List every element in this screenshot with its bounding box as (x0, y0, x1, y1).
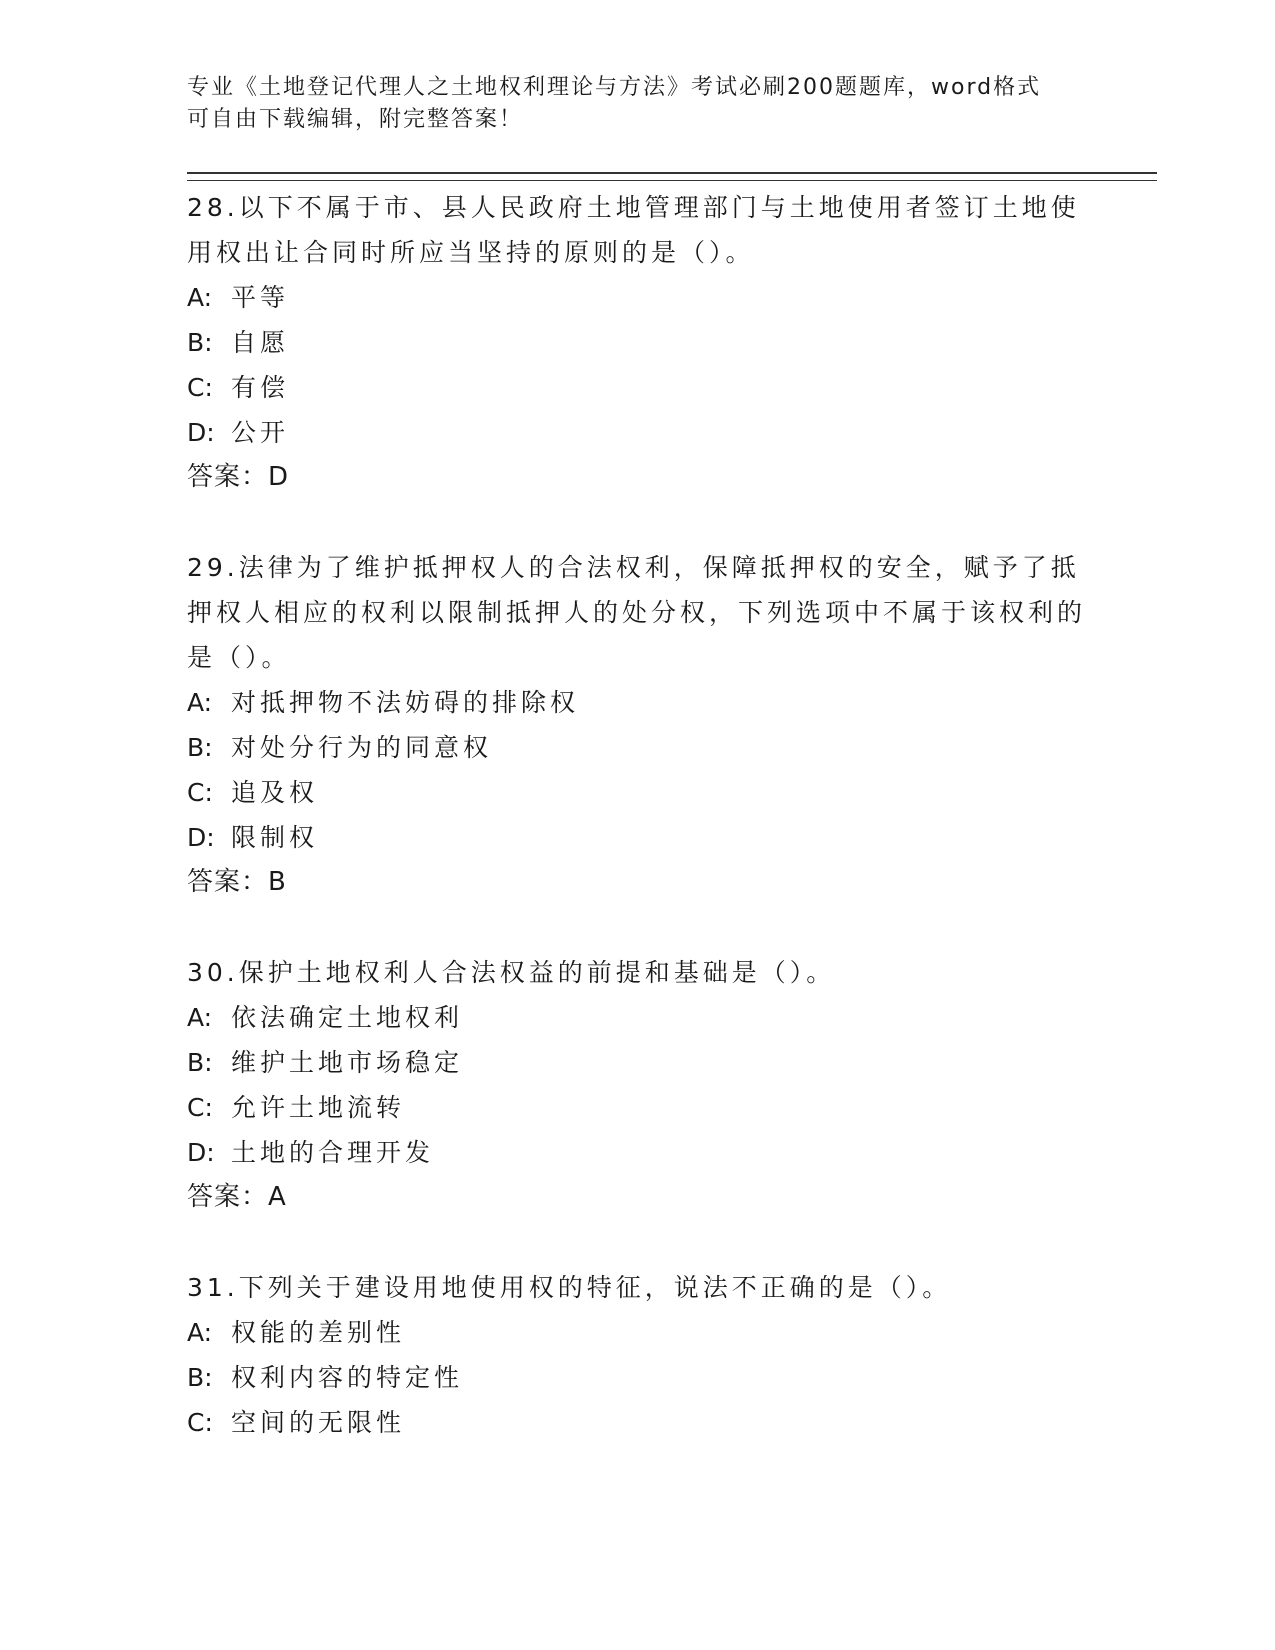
option-letter: B: (187, 1363, 213, 1392)
document-header (187, 72, 1127, 136)
option-text: 土地的合理开发 (231, 1138, 435, 1167)
option-letter: A: (187, 688, 213, 717)
question-stem: 31.下列关于建设用地使用权的特征，说法不正确的是（）。 (187, 1273, 952, 1302)
option-letter: C: (187, 778, 213, 807)
option-letter: B: (187, 1048, 213, 1077)
question-stem: 30.保护土地权利人合法权益的前提和基础是（）。 (187, 958, 836, 987)
option-letter: D: (187, 418, 215, 447)
question-28 (187, 185, 1127, 500)
option-letter: C: (187, 1408, 213, 1437)
option-letter: C: (187, 373, 213, 402)
document-page (187, 72, 1127, 1490)
option-text: 自愿 (231, 328, 290, 357)
option-text: 权能的差别性 (231, 1318, 406, 1347)
question-stem: 28.以下不属于市、县人民政府土地管理部门与土地使用者签订土地使用权出让合同时所应当坚持的原则的是（）。 (187, 193, 1080, 267)
option-b (187, 1355, 1127, 1400)
option-a (187, 275, 1127, 320)
option-c (187, 1085, 1127, 1130)
option-text: 追及权 (231, 778, 319, 807)
question-stem: 29.法律为了维护抵押权人的合法权利，保障抵押权的安全，赋予了抵押权人相应的权利以限制抵押人的处分权，下列选项中不属于该权利的是（）。 (187, 553, 1087, 672)
option-a (187, 995, 1127, 1040)
option-b (187, 320, 1127, 365)
option-letter: B: (187, 733, 213, 762)
question-30 (187, 950, 1127, 1220)
option-d (187, 1130, 1127, 1175)
option-text: 平等 (231, 283, 290, 312)
option-text: 有偿 (231, 373, 290, 402)
option-letter: D: (187, 823, 215, 852)
header-line-1: 专业《土地登记代理人之土地权利理论与方法》考试必刷200题题库，word格式 (187, 75, 1042, 100)
option-b (187, 725, 1127, 770)
option-letter: A: (187, 1318, 213, 1347)
option-text: 对处分行为的同意权 (231, 733, 493, 762)
option-text: 允许土地流转 (231, 1093, 406, 1122)
answer-line: 答案：A (187, 1182, 287, 1212)
option-a (187, 680, 1127, 725)
option-text: 空间的无限性 (231, 1408, 406, 1437)
question-31 (187, 1265, 1127, 1445)
header-line-2: 可自由下载编辑，附完整答案！ (187, 107, 524, 132)
option-letter: A: (187, 1003, 213, 1032)
option-letter: D: (187, 1138, 215, 1167)
option-b (187, 1040, 1127, 1085)
question-list (187, 185, 1127, 1445)
question-29 (187, 545, 1127, 905)
option-text: 对抵押物不法妨碍的排除权 (231, 688, 580, 717)
option-c (187, 1400, 1127, 1445)
option-text: 权利内容的特定性 (231, 1363, 464, 1392)
option-d (187, 815, 1127, 860)
option-letter: B: (187, 328, 213, 357)
answer-line: 答案：D (187, 462, 290, 492)
option-text: 公开 (231, 418, 290, 447)
answer-line: 答案：B (187, 867, 287, 897)
option-c (187, 770, 1127, 815)
option-letter: A: (187, 283, 213, 312)
option-a (187, 1310, 1127, 1355)
option-text: 依法确定土地权利 (231, 1003, 464, 1032)
header-divider (187, 172, 1157, 181)
option-text: 维护土地市场稳定 (231, 1048, 464, 1077)
option-text: 限制权 (231, 823, 319, 852)
option-c (187, 365, 1127, 410)
option-letter: C: (187, 1093, 213, 1122)
option-d (187, 410, 1127, 455)
